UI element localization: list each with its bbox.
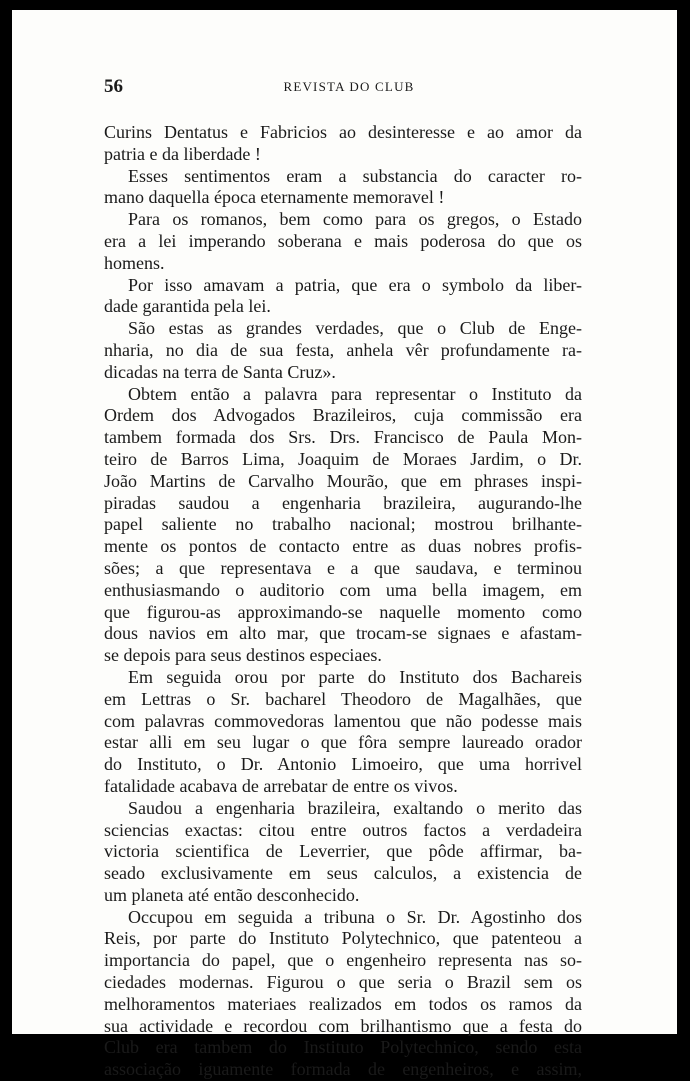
text-line: Ordem dos Advogados Brazileiros, cuja commissão era — [104, 405, 582, 426]
text-line: era a lei imperando soberana e mais poderosa do que os — [104, 230, 582, 251]
text-line: dicadas na terra de Santa Cruz». — [104, 361, 336, 382]
text-line: dade garantida pela lei. — [104, 296, 271, 317]
text-line: em Lettras o Sr. bacharel Theodoro de Magalhães, que — [104, 688, 582, 709]
text-line: seado exclusivamente em seus calculos, a existencia de — [104, 863, 582, 884]
text-line: patria e da liberdade ! — [104, 143, 261, 164]
text-line: Obtem então a palavra para representar o Instituto da — [128, 383, 582, 404]
text-line: enthusiasmando o auditorio com uma bella imagem, em — [104, 579, 582, 600]
text-line: do Instituto, o Dr. Antonio Limoeiro, que uma horrivel — [104, 754, 582, 775]
text-line: mano daquella época eternamente memoravel ! — [104, 187, 445, 208]
text-line: Para os romanos, bem como para os gregos, o Estado — [128, 209, 582, 230]
text-line: victoria scientifica de Leverrier, que pôde affirmar, ba- — [104, 841, 582, 862]
page-number: 56 — [104, 76, 123, 97]
text-line: associação iguamente formada de engenheiros, e assim, — [104, 1059, 582, 1080]
text-line: Por isso amavam a patria, que era o symbolo da liber- — [128, 274, 582, 295]
text-line: mente os pontos de contacto entre as duas nobres profis- — [104, 536, 582, 557]
text-line: ciedades modernas. Figurou o que seria o Brazil sem os — [104, 972, 582, 993]
text-line: Em seguida orou por parte do Instituto dos Bachareis — [128, 666, 582, 687]
body-text — [104, 122, 582, 1081]
text-line: Curins Dentatus e Fabricios ao desinteresse e ao amor da — [104, 122, 582, 142]
running-title: REVISTA DO CLUB — [283, 79, 415, 94]
text-line: Occupou em seguida a tribuna o Sr. Dr. Agostinho dos — [128, 906, 582, 927]
text-line: fatalidade acabava de arrebatar de entre os vivos. — [104, 775, 458, 796]
text-line: um planeta até então desconhecido. — [104, 884, 360, 905]
text-line: teiro de Barros Lima, Joaquim de Moraes Jardim, o Dr. — [104, 448, 582, 469]
text-line: Esses sentimentos eram a substancia do caracter ro- — [128, 165, 582, 186]
text-line: Saudou a engenharia brazileira, exaltando o merito das — [128, 797, 582, 818]
text-line: Reis, por parte do Instituto Polytechnico, que patenteou a — [104, 928, 582, 949]
text-line: se depois para seus destinos especiaes. — [104, 645, 382, 666]
text-line: estar alli em seu lugar o que fôra sempre laureado orador — [104, 732, 582, 753]
text-line: melhoramentos materiaes realizados em todos os ramos da — [104, 993, 582, 1014]
text-line: nharia, no dia de sua festa, anhela vêr profundamente ra- — [104, 339, 582, 360]
text-line: tambem formada dos Srs. Drs. Francisco de Paula Mon- — [104, 427, 582, 448]
text-line: sua actividade e recordou com brilhantismo que a festa do — [104, 1015, 582, 1036]
text-line: que figurou-as approximando-se naquelle momento como — [104, 601, 582, 622]
text-line: papel saliente no trabalho nacional; mostrou brilhante- — [104, 514, 582, 535]
text-line: São estas as grandes verdades, que o Club de Enge- — [128, 318, 582, 339]
text-line: sciencias exactas: citou entre outros factos a verdadeira — [104, 819, 582, 840]
text-line: sões; a que representava e a que saudava, e terminou — [104, 557, 582, 578]
text-line: com palavras commovedoras lamentou que não podesse mais — [104, 710, 582, 731]
text-line: João Martins de Carvalho Mourão, que em phrases inspi- — [104, 470, 582, 491]
text-line: Club era tambem do Instituto Polytechnico, sendo esta — [104, 1037, 582, 1058]
book-page — [12, 10, 677, 1080]
text-line: importancia do papel, que o engenheiro representa nas so- — [104, 950, 582, 971]
text-line: piradas saudou a engenharia brazileira, augurando-lhe — [104, 492, 582, 513]
text-line: homens. — [104, 252, 165, 273]
page-header — [104, 76, 594, 100]
text-line: dous navios em alto mar, que trocam-se signaes e afastam- — [104, 623, 582, 644]
